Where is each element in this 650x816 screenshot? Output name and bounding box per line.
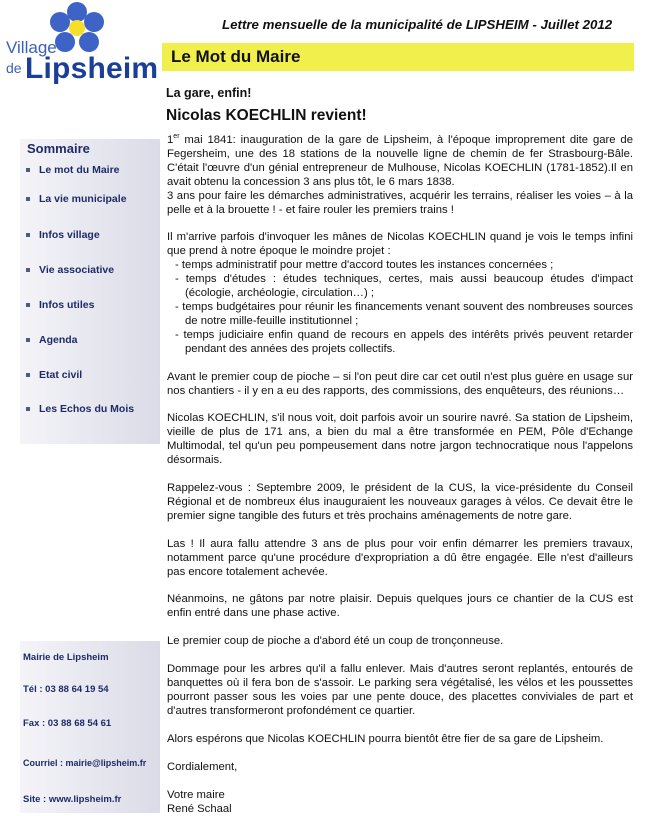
paragraph: Nicolas KOECHLIN, s'il nous voit, doit parfois avoir un sourire navré. Sa station de Lipsheim, vieille de plus de 171 ans, a bien du mal a être transformée en PEM, Pôle d'Echange Multimodal, tel qu'un peu pompeusement dans notre jargon technocratique nous l'appelons désormais. — [167, 412, 633, 467]
sidebar-item-label: Les Echos du Mois — [39, 403, 135, 415]
paragraph: 1er mai 1841: inauguration de la gare de Lipsheim, à l'époque improprement dite gare de Fegersheim, une des 18 stations de la nouvelle ligne de chemin de fer Strasbourg-Bâle. C'était l'œuvre d'un génial entrepreneur de Mulhouse, Nicolas KOECHLIN (1781-1852).Il en avait obtenu la concession 3 ans plus tôt, le 6 mars 1838. — [167, 133, 633, 188]
bullet-icon — [26, 268, 30, 272]
article-headline: Nicolas KOECHLIN revient! — [166, 107, 367, 124]
logo-lipsheim: Lipsheim — [25, 52, 159, 85]
paragraph: Il m'arrive parfois d'invoquer les mânes de Nicolas KOECHLIN quand je vois le temps infini que prend à notre époque le moindre projet : — [167, 231, 633, 258]
sidebar-item-vie-municipale[interactable] — [26, 193, 127, 205]
contact-email[interactable]: Courriel : mairie@lipsheim.fr — [23, 758, 147, 768]
village-logo — [0, 0, 160, 100]
paragraph: Las ! Il aura fallu attendre 3 ans de plus pour voir enfin démarrer les premiers travaux, notamment parce qu'une procédure d'expropriation a dû être engagée. Elle n'est d'ailleurs pas encore totalement achevée. — [167, 537, 633, 578]
closing: Cordialement, — [167, 760, 238, 773]
sidebar-item-agenda[interactable] — [26, 334, 78, 346]
sidebar-item-label: Agenda — [39, 334, 78, 346]
paragraph: Alors espérons que Nicolas KOECHLIN pourra bientôt être fier de sa gare de Lipsheim. — [167, 732, 604, 745]
bullet-icon — [26, 168, 30, 172]
delay-list — [167, 259, 633, 356]
bullet-icon — [26, 373, 30, 377]
bullet-icon — [26, 197, 30, 201]
contact-fax: Fax : 03 88 68 54 61 — [23, 718, 112, 729]
sommaire-title: Sommaire — [27, 141, 90, 156]
list-item: - temps administratif pour mettre d'accord toutes les instances concernées ; — [175, 259, 554, 272]
sidebar-item-label: Le mot du Maire — [39, 164, 120, 176]
sidebar-item-label: Vie associative — [39, 264, 115, 276]
list-item: - temps judiciaire enfin quand de recours en appels des intérêts privés peuvent retarder pendant des années des projets collectifs. — [175, 328, 633, 355]
sidebar-item-infos-utiles[interactable] — [26, 299, 94, 311]
contact-website[interactable]: Site : www.lipsheim.fr — [23, 794, 122, 805]
contact-name: Mairie de Lipsheim — [23, 652, 109, 663]
contact-panel — [20, 641, 160, 813]
paragraph: 3 ans pour faire les démarches administratives, acquérir les terrains, réaliser les voies – à la pelle et à la brouette ! - et faire rouler les premiers trains ! — [167, 189, 633, 216]
sidebar-item-label: Infos utiles — [39, 299, 95, 311]
logo-village: Village — [6, 38, 57, 57]
sidebar-item-infos-village[interactable] — [26, 229, 100, 241]
bullet-icon — [26, 233, 30, 237]
newsletter-title: Lettre mensuelle de la municipalité de LIPSHEIM - Juillet 2012 — [222, 17, 613, 32]
sidebar-item-echos-du-mois[interactable] — [26, 403, 134, 415]
article-subtitle: La gare, enfin! — [166, 86, 252, 100]
paragraph: Avant le premier coup de pioche – si l'on peut dire car cet outil n'est plus guère en usage sur nos chantiers - il y en a eu des rapports, des commissions, des enquêteurs, des réunions… — [167, 370, 633, 397]
sidebar-item-etat-civil[interactable] — [26, 369, 82, 381]
sidebar-item-label: Etat civil — [39, 369, 83, 381]
section-banner — [162, 43, 634, 71]
sommaire-panel — [20, 139, 160, 444]
bullet-icon — [26, 407, 30, 411]
section-title: Le Mot du Maire — [171, 47, 301, 66]
superscript: er — [173, 133, 180, 141]
article-body — [167, 134, 633, 816]
paragraph: Le premier coup de pioche a d'abord été un coup de tronçonneuse. — [167, 635, 504, 648]
signature-title: Votre maire — [167, 788, 225, 801]
bullet-icon — [26, 338, 30, 342]
signature-name: René Schaal — [167, 802, 232, 815]
sidebar-item-mot-du-maire[interactable] — [26, 164, 120, 176]
paragraph: Rappelez-vous : Septembre 2009, le président de la CUS, la vice-présidente du Conseil Régional et de nombreux élus inauguraient les nouveaux garages à vélos. Ce devait être le premier signe tangible des futurs et très prochains aménagements de notre gare. — [167, 482, 633, 522]
sidebar-item-label: Infos village — [39, 229, 100, 241]
bullet-icon — [26, 303, 30, 307]
paragraph: Néanmoins, ne gâtons par notre plaisir. Depuis quelques jours ce chantier de la CUS est enfin entré dans une phase active. — [167, 593, 633, 620]
contact-phone: Tél : 03 88 64 19 54 — [23, 684, 109, 695]
sidebar-item-label: La vie municipale — [39, 193, 127, 205]
paragraph: Dommage pour les arbres qu'il a fallu enlever. Mais d'autres seront replantés, entourés de banquettes où il fera bon de s'assoir. Le parking sera végétalisé, les vélos et les poussettes pourront passer sous les voies par une pente douce, des placettes conviviales de part et d'autres transformeront profondément ce quartier. — [167, 663, 633, 717]
list-item: - temps budgétaires pour réunir les financements venant souvent des nombreuses sources de notre mille-feuille institutionnel ; — [175, 300, 633, 327]
logo-de: de — [6, 60, 22, 76]
list-item: - temps d'études : études techniques, certes, mais aussi beaucoup études d'impact (écologie, archéologie, circulation…) ; — [175, 273, 633, 300]
sidebar-item-vie-associative[interactable] — [26, 264, 114, 276]
